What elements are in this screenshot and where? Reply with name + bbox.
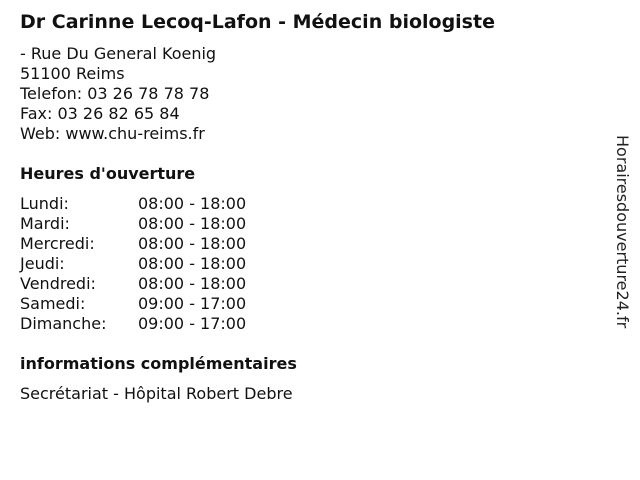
hours-row-sunday (20, 314, 246, 334)
opening-hours-heading: Heures d'ouverture (20, 164, 196, 183)
day-label: Lundi: (20, 194, 69, 213)
time-range: 08:00 - 18:00 (138, 194, 247, 213)
day-label: Samedi: (20, 294, 86, 313)
hours-row-monday (20, 194, 246, 214)
day-label: Mercredi: (20, 234, 95, 253)
site-watermark: Horairesdouverture24.fr (613, 135, 632, 329)
page-title: Dr Carinne Lecoq-Lafon - Médecin biologiste (20, 11, 495, 33)
time-range: 08:00 - 18:00 (138, 234, 247, 253)
additional-info-text: Secrétariat - Hôpital Robert Debre (20, 384, 293, 403)
time-range: 08:00 - 18:00 (138, 254, 247, 273)
time-range: 09:00 - 17:00 (138, 294, 247, 313)
hours-row-thursday (20, 254, 246, 274)
hours-row-friday (20, 274, 246, 294)
time-range: 08:00 - 18:00 (138, 214, 247, 233)
day-label: Vendredi: (20, 274, 96, 293)
time-range: 09:00 - 17:00 (138, 314, 247, 333)
opening-hours-table (20, 194, 246, 334)
city-postcode: 51100 Reims (20, 64, 125, 83)
day-label: Jeudi: (20, 254, 65, 273)
time-range: 08:00 - 18:00 (138, 274, 247, 293)
additional-info-heading: informations complémentaires (20, 354, 297, 373)
address-block (20, 44, 216, 144)
hours-row-saturday (20, 294, 246, 314)
street-address: - Rue Du General Koenig (20, 44, 217, 63)
day-label: Dimanche: (20, 314, 107, 333)
website-link: Web: www.chu-reims.fr (20, 124, 205, 143)
day-label: Mardi: (20, 214, 70, 233)
hours-row-tuesday (20, 214, 246, 234)
hours-row-wednesday (20, 234, 246, 254)
fax-number: Fax: 03 26 82 65 84 (20, 104, 180, 123)
phone-number: Telefon: 03 26 78 78 78 (20, 84, 210, 103)
